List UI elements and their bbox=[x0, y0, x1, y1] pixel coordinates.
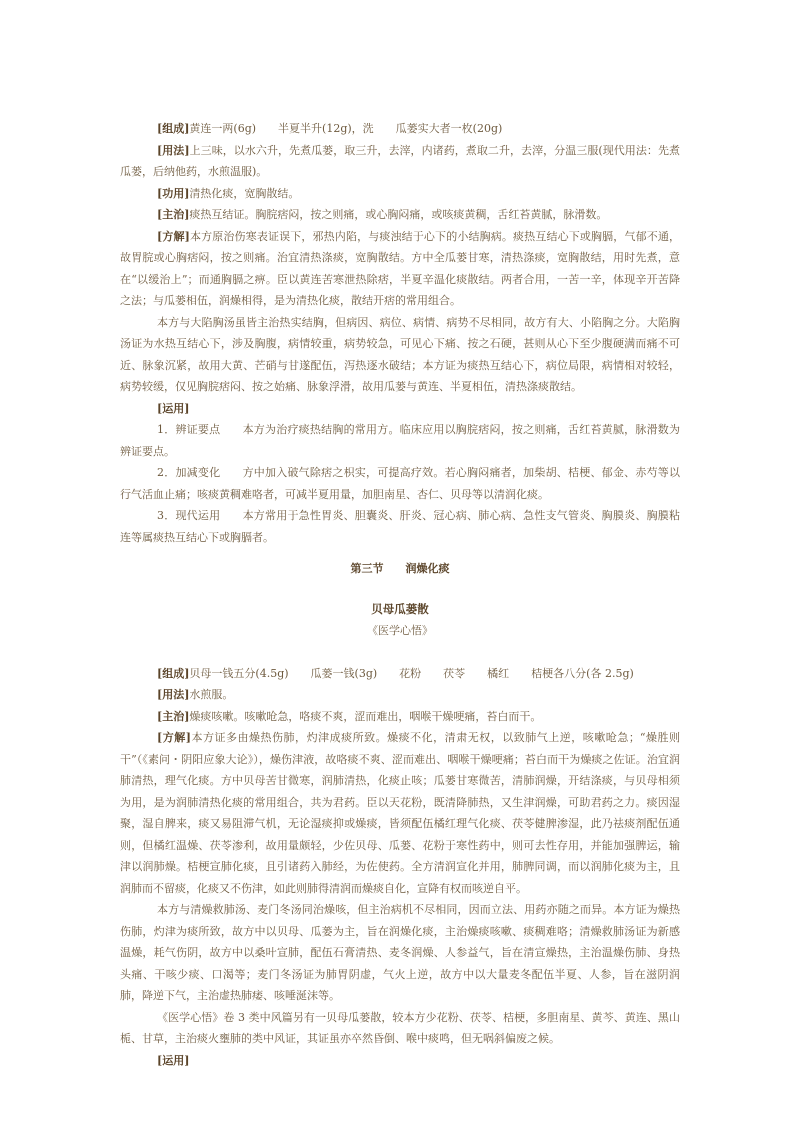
analysis-paragraph bbox=[120, 727, 680, 899]
application-heading bbox=[120, 398, 680, 420]
analysis-label: [方解] bbox=[157, 731, 191, 744]
application-item bbox=[120, 505, 680, 548]
analysis-paragraph bbox=[120, 226, 680, 312]
formula-title: 贝母瓜蒌散 bbox=[371, 601, 429, 616]
section-name: 润燥化痰 bbox=[405, 562, 450, 575]
indication-paragraph bbox=[120, 706, 680, 728]
application-item bbox=[120, 462, 680, 505]
ingredient: 茯苓 bbox=[443, 666, 466, 680]
application-item-text: 方中加入破气除痞之枳实，可提高疗效。若心胸闷痛者，加柴胡、桔梗、郁金、赤芍等以行气活血止痛；咳痰黄稠难咯者，可减半夏用量，加胆南星、杏仁、贝母等以清润化痰。 bbox=[120, 466, 681, 501]
indication-label: [主治] bbox=[157, 208, 190, 221]
application-item-text: 本方为治疗痰热结胸的常用方。临床应用以胸脘痞闷，按之则痛，舌红苔黄腻，脉滑数为辨证要点。 bbox=[120, 423, 681, 458]
usage-label: [用法] bbox=[157, 688, 190, 701]
application-label: [运用] bbox=[157, 401, 190, 415]
ingredient: 橘红 bbox=[487, 666, 510, 680]
usage-paragraph bbox=[120, 140, 680, 183]
composition-label: [组成] bbox=[157, 666, 190, 680]
application-item bbox=[120, 419, 680, 462]
indication-text: 痰热互结证。胸脘痞闷，按之则痛，或心胸闷痛，或咳痰黄稠，舌红苔黄腻，脉滑数。 bbox=[189, 208, 608, 221]
composition-paragraph bbox=[120, 118, 680, 140]
document-page bbox=[120, 118, 680, 1071]
formula-source: 《医学心悟》 bbox=[367, 624, 433, 637]
usage-text: 上三味，以水六升，先煮瓜蒌，取三升，去滓，内诸药，煮取二升，去滓，分温三服(现代用法：先煮瓜蒌，后纳他药，水煎温服)。 bbox=[120, 143, 680, 178]
function-text: 清热化痰，宽胸散结。 bbox=[189, 186, 300, 200]
application-heading bbox=[120, 1050, 680, 1072]
note-paragraph: 《医学心悟》卷 3 类中风篇另有一贝母瓜蒌散，较本方少花粉、茯苓、桔梗，多胆南星、黄芩、黄连、黑山栀、甘草，主治痰火壅肺的类中风证，其证虽亦卒然昏倒、喉中痰鸣，但无㖞斜偏废之候。 bbox=[120, 1010, 680, 1045]
analysis-label: [方解] bbox=[157, 229, 190, 243]
ingredient: 半夏半升(12g)，洗 bbox=[278, 122, 374, 135]
application-item-heading: 2．加减变化 bbox=[157, 466, 221, 479]
usage-paragraph bbox=[120, 684, 680, 706]
application-item-text: 本方常用于急性胃炎、胆囊炎、肝炎、冠心病、肺心病、急性支气管炎、胸膜炎、胸膜粘连等属痰热互结心下或胸膈者。 bbox=[120, 509, 681, 544]
indication-text: 燥痰咳嗽。咳嗽呛急，咯痰不爽，涩而难出，咽喉干燥哽痛，苔白而干。 bbox=[189, 709, 542, 723]
function-label: [功用] bbox=[157, 186, 190, 200]
section-number: 第三节 bbox=[350, 562, 384, 575]
analysis-text: 本方证多由燥热伤肺，灼津成痰所致。燥痰不化，清肃无权，以致肺气上逆，咳嗽呛急；“燥胜则干”（《素问・阴阳应象大论》），燥伤津液，故咯痰不爽、涩而难出、咽喉干燥哽痛；苔白而干为燥痰之佐证。治宜润肺清热，理气化痰。方中贝母苦甘微寒，润肺清热，化痰止咳；瓜蒌甘寒微苦，清肺润燥，开结涤痰，与贝母相须为用，是为润肺清热化痰的常用组合，共为君药。臣以天花粉，既清降肺热，又生津润燥，可助君药之力。痰因湿聚，湿自脾来，痰又易阻滞气机，无论湿痰抑或燥痰，皆须配伍橘红理气化痰、茯苓健脾渗湿，此乃祛痰剂配伍通则，但橘红温燥、茯苓渗利，故用量颇轻，少佐贝母、瓜蒌、花粉于寒性药中，则可去性存用，并能加强脾运，输津以润肺燥。桔梗宣肺化痰，且引诸药入肺经，为佐使药。全方清润宣化并用，肺脾同调，而以润肺化痰为主，且润肺而不留痰，化痰又不伤津，如此则肺得清润而燥痰自化，宣降有权而咳逆自平。 bbox=[120, 731, 680, 895]
ingredient: 瓜蒌一钱(3g) bbox=[310, 666, 378, 680]
ingredient: 贝母一钱五分(4.5g) bbox=[189, 666, 289, 680]
ingredient: 瓜蒌实大者一枚(20g) bbox=[395, 122, 503, 135]
indication-paragraph bbox=[120, 204, 680, 226]
composition-paragraph bbox=[120, 663, 680, 685]
usage-text: 水煎服。 bbox=[189, 688, 234, 701]
function-paragraph bbox=[120, 183, 680, 205]
composition-label: [组成] bbox=[157, 122, 190, 135]
application-item-heading: 1．辨证要点 bbox=[157, 423, 221, 436]
indication-label: [主治] bbox=[157, 709, 190, 723]
ingredient: 黄连一两(6g) bbox=[189, 122, 257, 135]
analysis-text: 本方原治伤寒表证误下，邪热内陷，与痰浊结于心下的小结胸病。痰热互结心下或胸膈，气郁不通，故胃脘或心胸痞闷，按之则痛。治宜清热涤痰，宽胸散结。方中全瓜蒌甘寒，清热涤痰，宽胸散结，用时先煮，意在“以缓治上”；而通胸膈之痹。臣以黄连苦寒泄热除痞，半夏辛温化痰散结。两者合用，一苦一辛，体现辛开苦降之法；与瓜蒌相伍，润燥相得，是为清热化痰，散结开痞的常用组合。 bbox=[120, 229, 680, 307]
section-heading bbox=[120, 558, 680, 580]
application-label: [运用] bbox=[157, 1053, 190, 1067]
comparison-paragraph: 本方与清燥救肺汤、麦门冬汤同治燥咳，但主治病机不尽相同，因而立法、用药亦随之而异。本方证为燥热伤肺，灼津为痰所致，故方中以贝母、瓜蒌为主，旨在润燥化痰，主治燥痰咳嗽、痰稠难咯；清燥救肺汤证为新感温燥，耗气伤阴，故方中以桑叶宣肺，配伍石膏清热、麦冬润燥、人参益气，旨在清宣燥热，主治温燥伤肺、身热头痛、干咳少痰、口渴等；麦门冬汤证为肺胃阴虚，气火上逆，故方中以大量麦冬配伍半夏、人参，旨在滋阴润肺，降逆下气，主治虚热肺痿、咳唾涎沫等。 bbox=[120, 903, 680, 1002]
ingredient: 桔梗各八分(各 2.5g) bbox=[531, 666, 634, 680]
comparison-paragraph: 本方与大陷胸汤虽皆主治热实结胸，但病因、病位、病情、病势不尽相同，故方有大、小陷胸之分。大陷胸汤证为水热互结心下，涉及胸腹，病情较重，病势较急，可见心下痛、按之石硬，甚则从心下至少腹硬满而痛不可近、脉象沉紧，故用大黄、芒硝与甘遂配伍，泻热逐水破结；本方证为痰热互结心下，病位局限，病情相对较轻，病势较缓，仅见胸脘痞闷、按之始痛、脉象浮滑，故用瓜蒌与黄连、半夏相伍，清热涤痰散结。 bbox=[120, 315, 680, 393]
usage-label: [用法] bbox=[157, 143, 190, 157]
ingredient: 花粉 bbox=[399, 666, 422, 680]
application-item-heading: 3．现代运用 bbox=[157, 509, 221, 522]
